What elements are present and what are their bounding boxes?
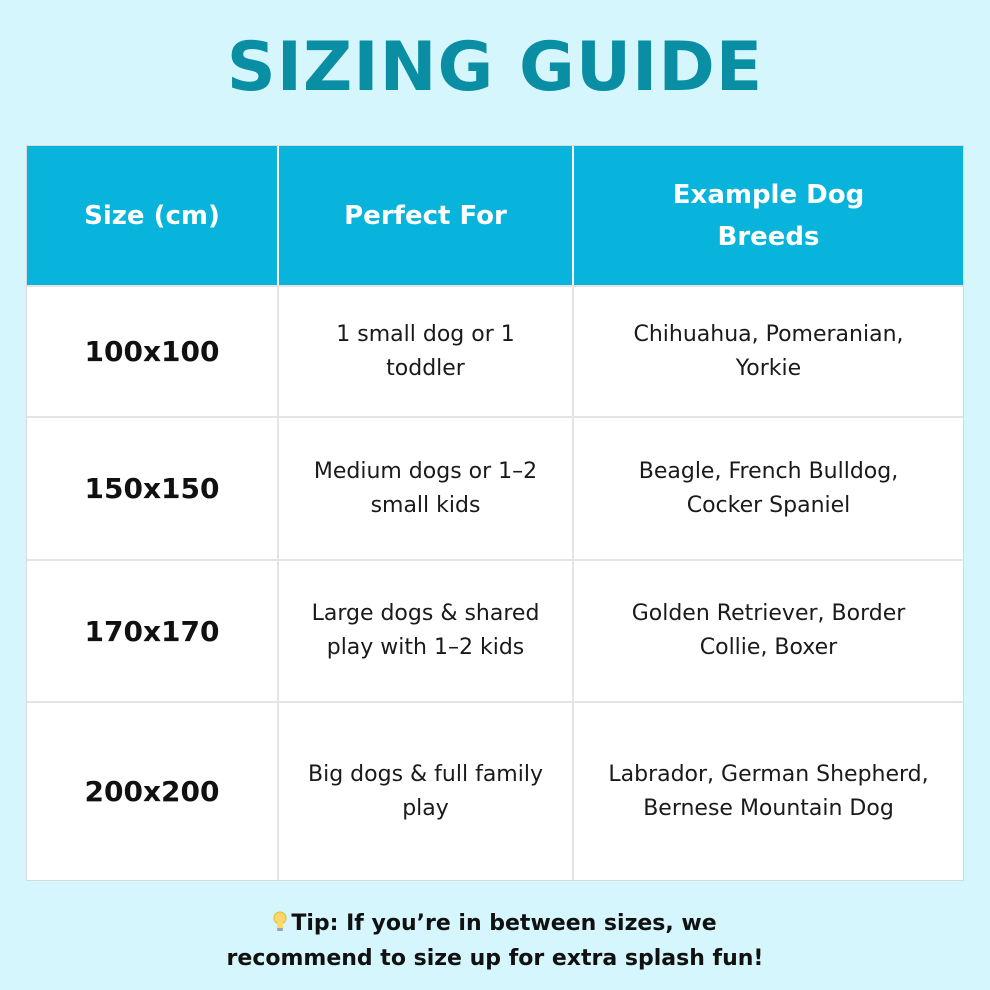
breeds-value: Golden Retriever, Border Collie, Boxer bbox=[631, 601, 906, 660]
breeds-value: Labrador, German Shepherd, Bernese Mountain Dog bbox=[608, 761, 929, 821]
breeds-cell bbox=[574, 287, 963, 416]
page-title: SIZING GUIDE bbox=[226, 28, 764, 107]
header-size-label: Size (cm) bbox=[84, 200, 220, 231]
header-breeds-label: Example Dog Breeds bbox=[672, 179, 865, 252]
breeds-value: Chihuahua, Pomeranian, Yorkie bbox=[633, 321, 904, 381]
perfect-for-value: Big dogs & full family play bbox=[308, 761, 543, 821]
header-perfect-for bbox=[279, 146, 574, 285]
size-cell bbox=[27, 287, 279, 416]
header-perfect-for-label: Perfect For bbox=[344, 200, 507, 231]
perfect-for-cell bbox=[279, 418, 574, 559]
tip-footer bbox=[0, 906, 990, 976]
perfect-for-value: Medium dogs or 1–2 small kids bbox=[313, 458, 538, 518]
size-value: 170x170 bbox=[84, 614, 220, 648]
tip-line-2: recommend to size up for extra splash fun! bbox=[226, 946, 764, 971]
breeds-cell bbox=[574, 703, 963, 880]
breeds-value: Beagle, French Bulldog, Cocker Spaniel bbox=[638, 458, 899, 518]
size-value: 100x100 bbox=[84, 335, 220, 368]
perfect-for-value: 1 small dog or 1 toddler bbox=[336, 321, 515, 381]
header-breeds bbox=[574, 146, 963, 285]
size-value: 200x200 bbox=[84, 775, 220, 808]
breeds-cell bbox=[574, 418, 963, 559]
table-row bbox=[27, 559, 963, 701]
table-row bbox=[27, 416, 963, 559]
perfect-for-cell bbox=[279, 287, 574, 416]
lightbulb-icon bbox=[273, 909, 287, 931]
perfect-for-cell bbox=[279, 561, 574, 701]
header-size bbox=[27, 146, 279, 285]
sizing-table bbox=[26, 145, 964, 881]
perfect-for-value: Large dogs & shared play with 1–2 kids bbox=[311, 601, 540, 660]
size-cell bbox=[27, 561, 279, 701]
perfect-for-cell bbox=[279, 703, 574, 880]
size-value: 150x150 bbox=[84, 472, 220, 505]
table-row bbox=[27, 285, 963, 416]
table-row bbox=[27, 701, 963, 880]
breeds-cell bbox=[574, 561, 963, 701]
size-cell bbox=[27, 703, 279, 880]
tip-line-1: Tip: If you’re in between sizes, we bbox=[291, 911, 717, 936]
table-header-row bbox=[27, 146, 963, 285]
size-cell bbox=[27, 418, 279, 559]
